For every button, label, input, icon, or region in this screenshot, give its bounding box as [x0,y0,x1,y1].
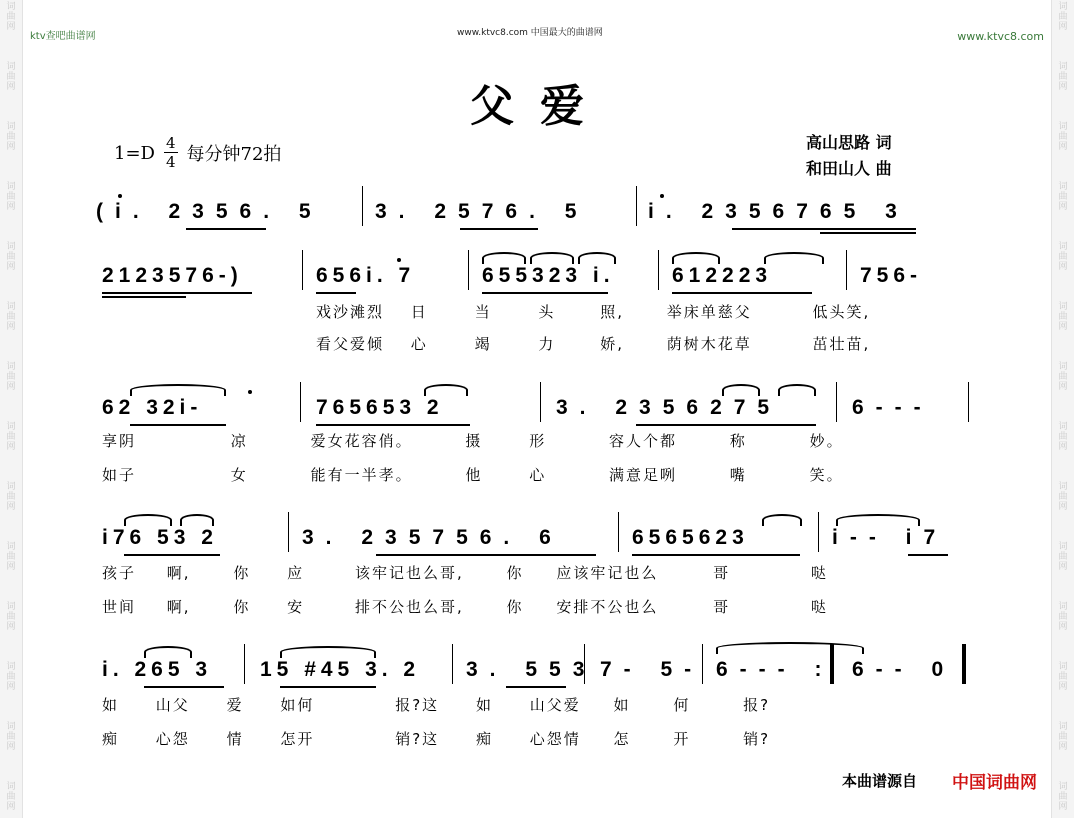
beam [482,292,608,294]
lyric-word: 心怨情 [529,730,581,748]
barline [702,644,703,684]
beam [820,232,916,234]
octave-dot [248,390,252,394]
barline [452,644,453,684]
time-signature-top: 4 [165,134,176,152]
barline [300,382,301,422]
slur [180,514,214,526]
lyric-word: 孩子 [102,564,137,582]
measure-2-2: 656i. 7 [316,264,416,287]
slur [578,252,616,264]
beam [506,686,566,688]
watermark-text: 词 曲 网 [6,242,16,272]
watermark-text: 词 曲 网 [6,482,16,512]
source-site-link[interactable]: 中国词曲网 [952,773,1037,793]
watermark-text: 词 曲 网 [6,782,16,812]
lyric-word: 娇, [600,335,624,353]
lyric-word: 如何 [280,696,315,714]
watermark-text: 词 曲 网 [1058,2,1068,32]
watermark-text: 词 曲 网 [1058,182,1068,212]
watermark-text: 词 曲 网 [6,62,16,92]
lyric-verse-1 [316,303,870,321]
lyric-word: 看父爱倾 [316,335,385,353]
slur [764,252,824,264]
tempo-info [114,131,281,175]
song-title: 父爱 [470,81,610,132]
beam [130,424,226,426]
barline [618,512,619,552]
lyric-word: 安 [287,598,305,616]
header-right-site[interactable]: www.ktvc8.com [957,30,1044,43]
lyric-word: 报?这 [395,696,440,714]
lyric-word: 你 [506,598,524,616]
lyric-word: 应该牢记也么 [556,564,659,582]
lyric-word: 笑。 [809,466,844,484]
barline [658,250,659,290]
watermark-text: 词 曲 网 [6,182,16,212]
watermark-text: 词 曲 网 [6,122,16,152]
lyric-word: 山父 [155,696,190,714]
lyric-verse-2 [316,335,870,353]
lyric-word: 怎 [613,730,631,748]
beam [732,228,916,230]
beam [316,424,470,426]
lyric-word: 称 [729,432,747,450]
score-system-5 [0,656,1074,686]
time-signature [164,136,178,170]
measure-5-5: 6--- : [716,658,834,681]
slur [482,252,526,264]
source-label: 本曲谱源自 [842,772,918,790]
barline [636,186,637,226]
measure-1-2: 3. 2576. 5 [375,200,589,223]
lyric-word: 哥 [713,598,731,616]
lyric-word: 举床单慈父 [666,303,752,321]
slur [716,642,864,654]
measure-4-1: i76 53 2 [102,526,218,549]
lyric-word: 女 [230,466,248,484]
barline [968,382,969,422]
measure-5-1: i. 265 3 [102,658,213,681]
lyric-word: 你 [233,564,251,582]
watermark-text: 词 曲 网 [1058,122,1068,152]
slur [424,384,468,396]
barline [540,382,541,422]
lyric-word: 心 [529,466,547,484]
lyric-word: 力 [538,335,556,353]
octave-dot [397,258,401,262]
measure-5-2: 15 #45 3. 2 [260,658,421,681]
measure-2-3: 655323 i. [482,264,615,287]
lyric-word: 爱 [226,696,244,714]
lyric-word: 摄 [465,432,483,450]
lyric-verse-2 [102,466,844,484]
lyric-word: 戏沙滩烈 [316,303,385,321]
watermark-text: 词 曲 网 [6,302,16,332]
lyric-word: 如 [475,696,493,714]
lyric-word: 低头笑, [812,303,871,321]
lyric-word: 如 [613,696,631,714]
lyric-word: 啊, [166,598,191,616]
beam [280,686,376,688]
lyric-verse-2 [102,730,770,748]
watermark-text: 词 曲 网 [6,542,16,572]
lyric-word: 爱女花容俏。 [310,432,413,450]
barline [584,644,585,684]
lyric-word: 嘴 [729,466,747,484]
lyric-word: 他 [465,466,483,484]
score-system-3 [0,394,1074,424]
tempo-text: 每分钟72拍 [186,144,282,165]
lyric-word: 应 [287,564,305,582]
lyricist-credit: 高山思路 词 [806,133,892,152]
beam [376,554,596,556]
measure-3-2: 765653 2 [316,396,444,419]
lyric-word: 照, [600,303,624,321]
watermark-text: 词 曲 网 [1058,782,1068,812]
lyric-word: 哒 [810,598,828,616]
watermark-text: 词 曲 网 [1058,722,1068,752]
barline [468,250,469,290]
beam [632,554,800,556]
time-signature-bottom: 4 [165,153,176,171]
watermark-text: 词 曲 网 [1058,482,1068,512]
watermark-text: 词 曲 网 [1058,662,1068,692]
lyric-verse-1 [102,432,844,450]
octave-dot [660,194,664,198]
beam [144,686,224,688]
lyric-word: 世间 [102,598,137,616]
lyric-word: 啊, [166,564,191,582]
slur [778,384,816,396]
score-system-1 [0,198,1074,228]
lyric-word: 怎开 [280,730,315,748]
lyric-word: 销? [743,730,771,748]
watermark-text: 词 曲 网 [6,662,16,692]
lyric-word: 竭 [474,335,492,353]
lyric-word: 何 [673,696,691,714]
key-signature: 1=D [114,142,155,164]
lyric-word: 容人个都 [608,432,677,450]
lyric-verse-2 [102,598,828,616]
lyric-word: 报? [743,696,771,714]
lyric-word: 如子 [102,466,137,484]
lyric-word: 销?这 [395,730,440,748]
measure-5-6: 6-- 0 [852,658,956,681]
lyric-word: 山父爱 [529,696,581,714]
lyric-word: 你 [506,564,524,582]
slur [280,646,376,658]
barline [836,382,837,422]
header-left-site[interactable]: ktv查吧曲谱网 [30,31,96,42]
score-system-4 [0,524,1074,554]
slur [672,252,720,264]
lyric-word: 妙。 [809,432,844,450]
beam [102,296,186,298]
lyric-word: 你 [233,598,251,616]
watermark-text: 词 曲 网 [6,362,16,392]
measure-4-2: 3. 235756. 6 [302,526,563,549]
measure-3-1: 62 32i- [102,396,203,419]
watermark-text: 词 曲 网 [6,602,16,632]
watermark-text: 词 曲 网 [1058,542,1068,572]
lyric-word: 头 [538,303,556,321]
lyric-word: 该牢记也么哥, [354,564,464,582]
lyric-word: 心怨 [155,730,190,748]
lyric-verse-1 [102,696,770,714]
lyric-word: 排不公也么哥, [354,598,464,616]
lyric-verse-1 [102,564,828,582]
slur [762,514,802,526]
octave-dot [118,194,122,198]
barline [846,250,847,290]
measure-1-3: i. 2356765 3 [648,200,909,223]
watermark-text: 词 曲 网 [1058,362,1068,392]
lyric-word: 满意足咧 [608,466,677,484]
header-center-site[interactable]: www.ktvc8.com 中国最大的曲谱网 [457,28,603,38]
measure-1-1: (i. 2356. 5 [96,200,323,223]
lyric-word: 当 [474,303,492,321]
lyric-word: 形 [529,432,547,450]
lyric-word: 痴 [102,730,120,748]
beam [186,228,266,230]
lyric-word: 痴 [475,730,493,748]
barline [288,512,289,552]
measure-4-3: 6565623 [632,526,749,549]
watermark-text: 词 曲 网 [1058,62,1068,92]
measure-2-5: 756- [860,264,923,287]
beam [908,554,948,556]
lyric-word: 如 [102,696,120,714]
watermark-text: 词 曲 网 [1058,602,1068,632]
slur [722,384,760,396]
measure-4-4: i-- i7 [832,526,948,549]
score-system-2 [0,262,1074,292]
barline [244,644,245,684]
beam [102,292,252,294]
barline [302,250,303,290]
watermark-text: 词 曲 网 [6,722,16,752]
slur [124,514,172,526]
lyric-word: 茁壮苗, [812,335,871,353]
slur [144,646,192,658]
measure-3-4: 6--- [852,396,933,419]
slur [130,384,226,396]
lyric-word: 哥 [713,564,731,582]
lyric-word: 心 [410,335,428,353]
watermark-text: 词 曲 网 [6,2,16,32]
measure-3-3: 3. 2356275 [556,396,782,419]
measure-2-1: 2123576-) [102,264,243,287]
watermark-text: 词 曲 网 [1058,302,1068,332]
lyric-word: 凉 [230,432,248,450]
beam [460,228,538,230]
slur [530,252,574,264]
watermark-text: 词 曲 网 [6,422,16,452]
slur [836,514,920,526]
end-barline [962,644,966,684]
barline [818,512,819,552]
composer-credit: 和田山人 曲 [806,159,892,178]
beam [316,292,356,294]
measure-5-4: 7- 5- [600,658,704,681]
barline [362,186,363,226]
lyric-word: 享阴 [102,432,137,450]
lyric-word: 开 [673,730,691,748]
lyric-word: 日 [410,303,428,321]
measure-2-4: 612223 [672,264,773,287]
lyric-word: 情 [226,730,244,748]
watermark-text: 词 曲 网 [1058,242,1068,272]
lyric-word: 能有一半孝。 [310,466,413,484]
measure-5-3: 3. 553 [466,658,597,681]
beam [124,554,220,556]
beam [636,424,816,426]
lyric-word: 哒 [810,564,828,582]
lyric-word: 安排不公也么 [556,598,659,616]
watermark-text: 词 曲 网 [1058,422,1068,452]
beam [672,292,812,294]
lyric-word: 荫树木花草 [666,335,752,353]
